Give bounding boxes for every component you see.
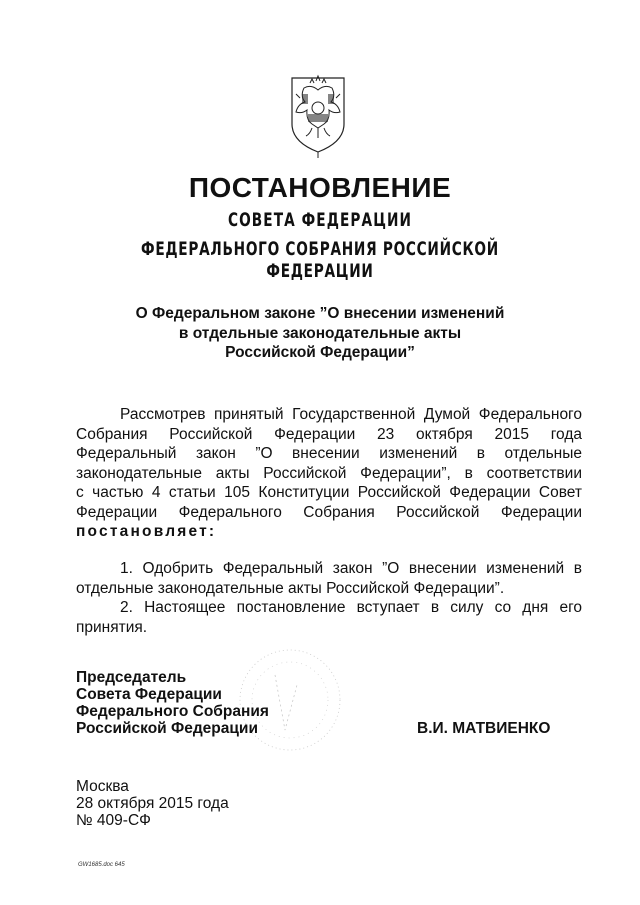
signatory-position — [76, 669, 269, 737]
signatory-position-line: Председатель — [76, 669, 187, 686]
preamble-line: Федерации Федерального Собрания Российской Федерации — [76, 503, 582, 521]
document-code: GW1685.doc 645 — [78, 862, 125, 868]
resolves-word: постановляет: — [76, 523, 217, 540]
preamble-line: законодательные акты Российской Федерации”, в соответствии — [76, 464, 582, 482]
signatory-position-line: Российской Федерации — [76, 720, 258, 737]
signatory-position-line: Совета Федерации — [76, 686, 222, 703]
resolution-subject — [0, 304, 640, 363]
resolution-date: 28 октября 2015 года — [76, 795, 229, 812]
item-2-line: принятия. — [76, 618, 148, 636]
preamble-line: с частью 4 статьи 105 Конституции Российской Федерации Совет — [76, 484, 582, 501]
signatory-name: В.И. МАТВИЕНКО — [417, 720, 551, 737]
subject-line: О Федеральном законе ”О внесении изменений — [135, 305, 505, 322]
preamble-line: Собрания Российской Федерации 23 октября 2015 года — [76, 425, 582, 443]
place-and-date — [76, 778, 229, 829]
preamble-line: Рассмотрев принятый Государственной Думой Федерального — [120, 406, 582, 423]
subject-line: в отдельные законодательные акты — [178, 324, 462, 342]
item-2-line: 2. Настоящее постановление вступает в силу со дня его — [120, 599, 582, 616]
document-subtitle-assembly: ФЕДЕРАЛЬНОГО СОБРАНИЯ РОССИЙСКОЙ ФЕДЕРАЦИИ — [141, 238, 499, 282]
signatory-position-line: Федерального Собрания — [76, 703, 269, 720]
item-1-line: отдельные законодательные акты Российской Федерации”. — [76, 579, 505, 597]
resolution-number: № 409-СФ — [76, 812, 151, 829]
preamble-paragraph — [76, 405, 582, 542]
preamble-line: Федеральный закон ”О внесении изменений в отдельные — [76, 445, 582, 462]
subject-line: Российской Федерации” — [225, 344, 415, 361]
resolution-items — [76, 559, 582, 637]
document-subtitle-council: СОВЕТА ФЕДЕРАЦИИ — [227, 209, 413, 231]
item-1-line: 1. Одобрить Федеральный закон ”О внесении изменений в — [120, 560, 582, 577]
city: Москва — [76, 778, 129, 795]
document-title: ПОСТАНОВЛЕНИЕ — [188, 172, 452, 203]
coat-of-arms-emblem-icon — [278, 68, 358, 160]
